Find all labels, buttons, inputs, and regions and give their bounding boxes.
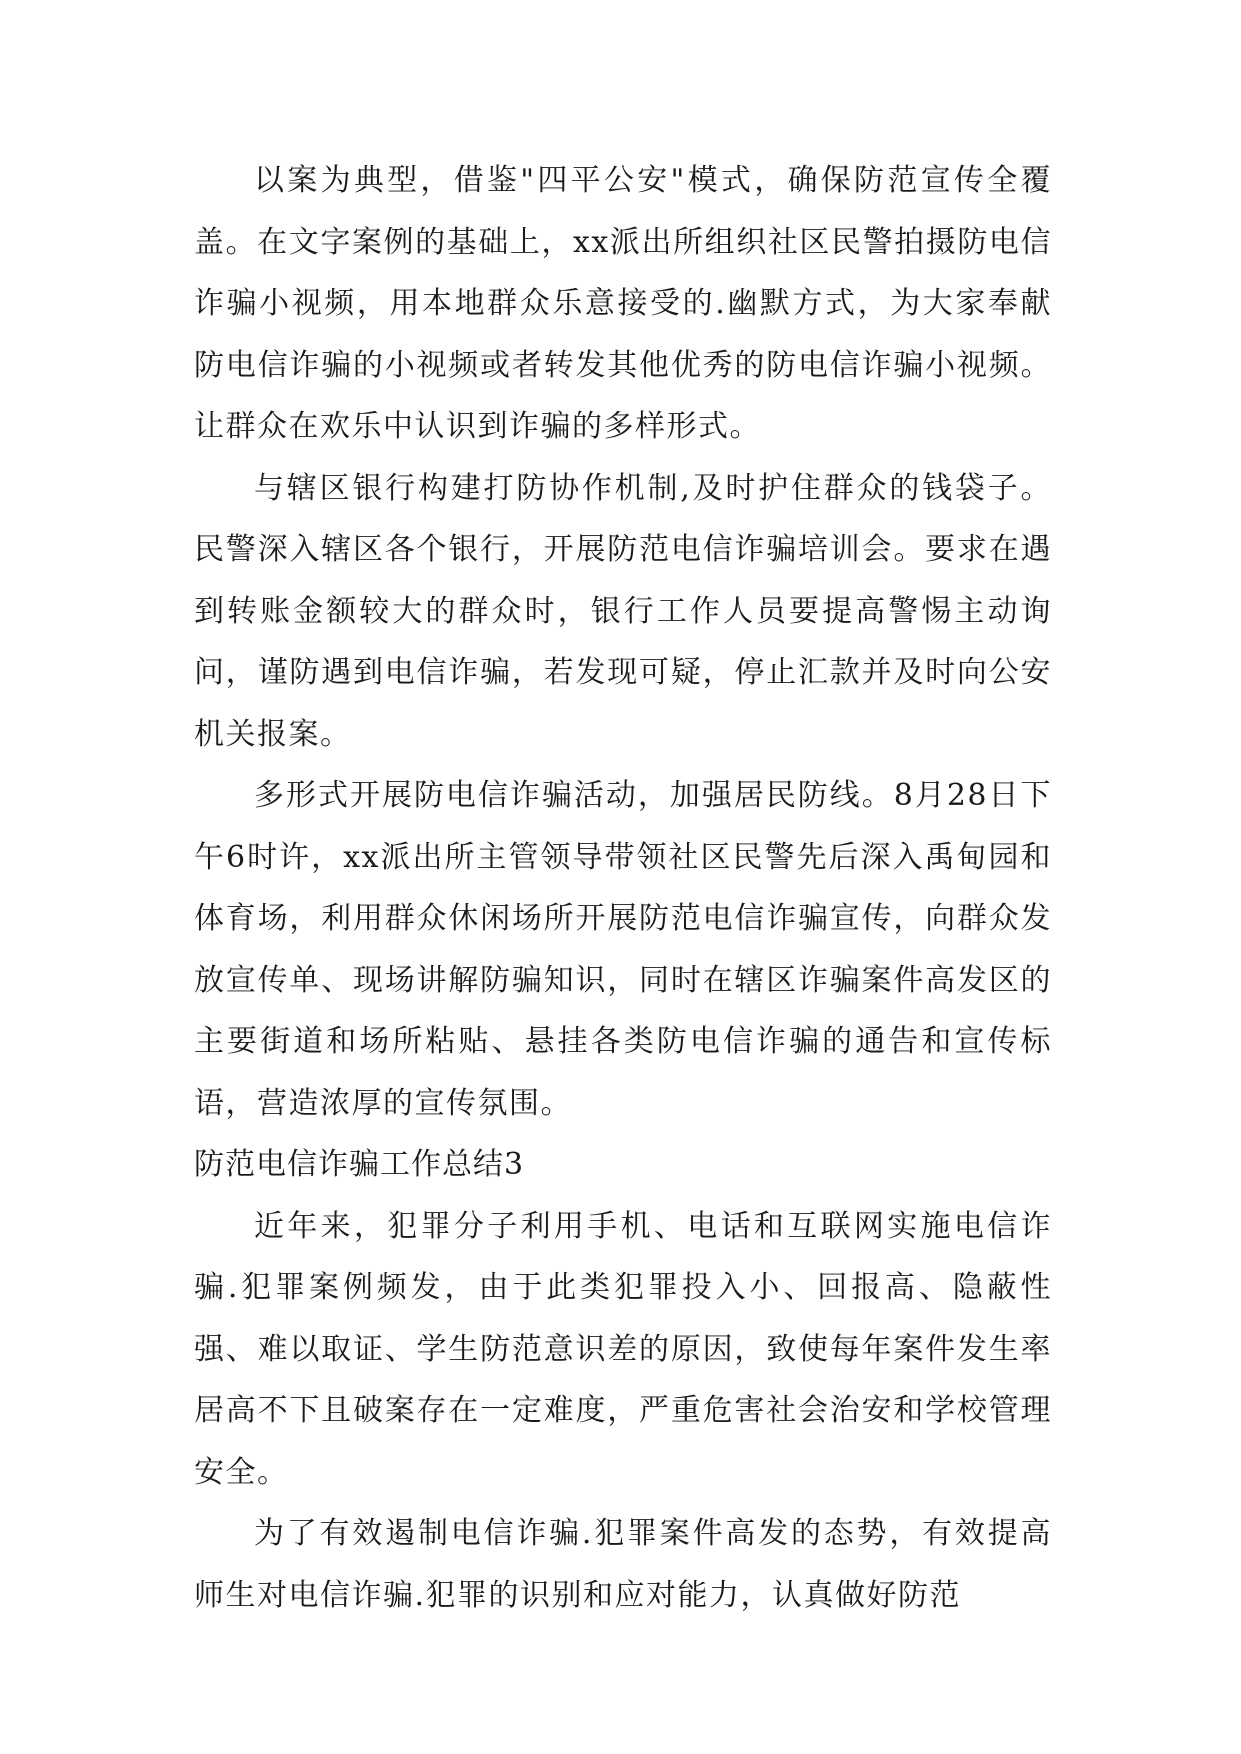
paragraph-activities: 多形式开展防电信诈骗活动，加强居民防线。8月28日下午6时许，xx派出所主管领导带领社区民警先后深入禹甸园和体育场，利用群众休闲场所开展防范电信诈骗宣传，向群众发放宣传单、现场讲解防骗知识，同时在辖区诈骗案件高发区的主要街道和场所粘贴、悬挂各类防电信诈骗的通告和宣传标语，营造浓厚的宣传氛围。: [194, 778, 1052, 1121]
paragraph-background: 近年来，犯罪分子利用手机、电话和互联网实施电信诈骗.犯罪案例频发，由于此类犯罪投入小、回报高、隐蔽性强、难以取证、学生防范意识差的原因，致使每年案件发生率居高不下且破案存在一定难度，严重危害社会治安和学校管理安全。: [194, 1208, 1052, 1490]
paragraph-purpose: 为了有效遏制电信诈骗.犯罪案件高发的态势，有效提高师生对电信诈骗.犯罪的识别和应对能力，认真做好防范: [194, 1516, 1052, 1613]
section-heading: 防范电信诈骗工作总结3: [194, 1147, 525, 1182]
document-page: [194, 150, 1052, 1626]
paragraph-case-typical: 以案为典型，借鉴"四平公安"模式，确保防范宣传全覆盖。在文字案例的基础上，xx派出所组织社区民警拍摄防电信诈骗小视频，用本地群众乐意接受的.幽默方式，为大家奉献防电信诈骗的小视频或者转发其他优秀的防电信诈骗小视频。让群众在欢乐中认识到诈骗的多样形式。: [194, 163, 1052, 444]
paragraph-bank-cooperation: 与辖区银行构建打防协作机制,及时护住群众的钱袋子。民警深入辖区各个银行，开展防范电信诈骗培训会。要求在遇到转账金额较大的群众时，银行工作人员要提高警惕主动询问，谨防遇到电信诈骗，若发现可疑，停止汇款并及时向公安机关报案。: [194, 470, 1052, 752]
